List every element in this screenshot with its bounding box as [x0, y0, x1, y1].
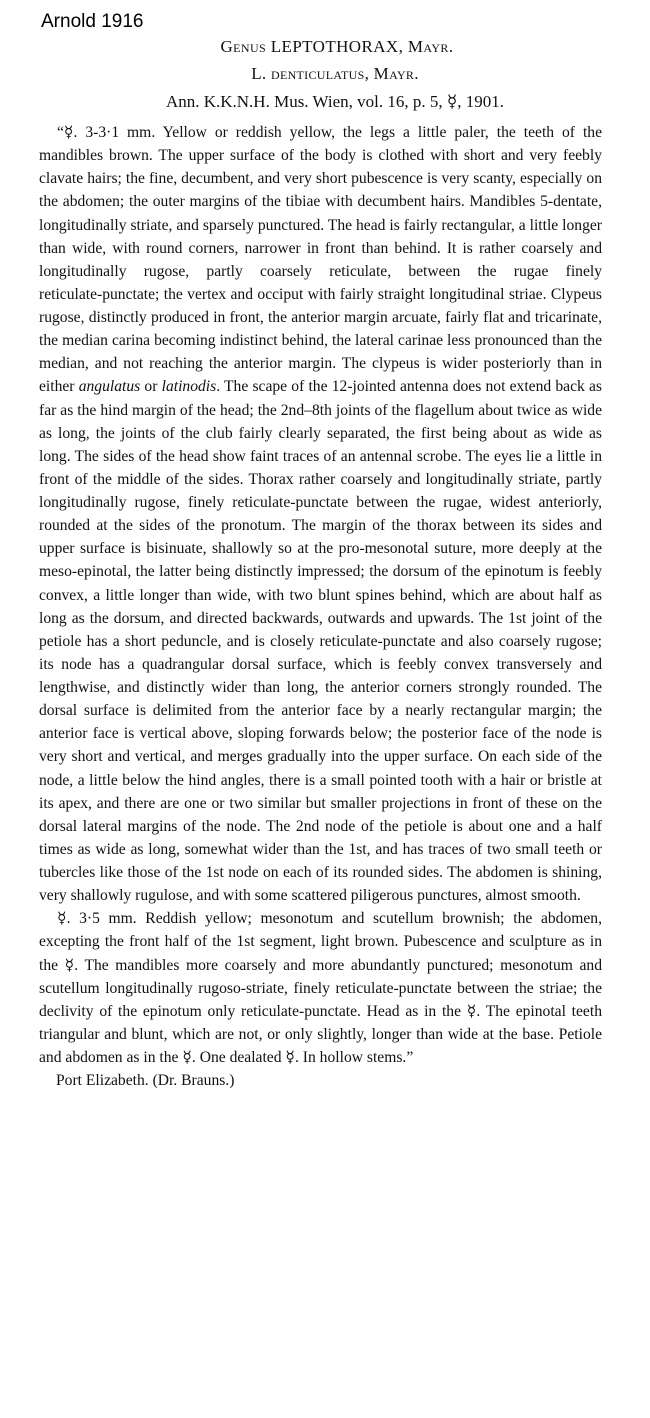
species-name-italic: angulatus	[78, 378, 141, 396]
description-body	[39, 121, 602, 1092]
queen-description-paragraph: ☿. 3·5 mm. Reddish yellow; mesonotum and scutellum brownish; the abdomen, excepting the front half of the 1st segment, light brown. Pubescence and sculpture as in the ☿. The mandibles more coarsely and more abundantly punctured; mesonotum and scutellum longitudinally rugoso‑striate, finely reticulate‑punctate between the striae; the declivity of the epinotum only reticulate‑punctate. Head as in the ☿. The epinotal teeth triangular and blunt, which are not, or only slightly, longer than wide at the base. Petiole and abdomen as in the ☿. One dealated ☿. In hollow stems.”	[39, 910, 602, 1066]
genus-heading: Genus LEPTOTHORAX, Mayr.	[220, 37, 454, 56]
reference-line: Ann. K.K.N.H. Mus. Wien, vol. 16, p. 5, ☿, 1901.	[165, 92, 505, 111]
source-stamp: Arnold 1916	[41, 11, 144, 32]
worker-description-paragraph: “☿. 3‑3·1 mm. Yellow or reddish yellow, the legs a little paler, the teeth of the mandibles brown. The upper surface of the body is clothed with short and very feebly clavate hairs; the fine, decumbent, and very short pubescence is very scanty, especially on the abdomen; the outer margins of the tibiae with decumbent hairs. Mandibles 5‑dentate, longitudinally striate, and sparsely punctured. The head is fairly rectangular, a little longer than wide, with round corners, narrower in front than behind. It is rather coarsely and longitudinally rugose, partly coarsely reticulate, between the rugae finely reticulate‑punctate; the vertex and occiput with fairly straight longitudinal striae. Clypeus rugose, distinctly produced in front, the anterior margin arcuate, fairly flat and tricarinate, the median carina becoming indistinct behind, the lateral carinae less pronounced than the median, and not reaching the anterior margin. The clypeus is wider posteriorly than in either angulatus or latinodis. The scape of the 12‑jointed antenna does not extend back as far as the hind margin of the head; the 2nd–8th joints of the flagellum about twice as wide as long, the joints of the club fairly clearly separated, the first being about as wide as long. The sides of the head show faint traces of an antennal scrobe. The eyes lie a little in front of the middle of the sides. Thorax rather coarsely and longitudinally striate, partly longitudinally rugose, finely reticulate‑punctate between the rugae, widest anteriorly, rounded at the sides of the pronotum. The margin of the thorax between its sides and upper surface is bisinuate, shallowly so at the pro‑mesonotal suture, more deeply at the meso‑epinotal, the latter being distinctly impressed; the dorsum of the epinotum is feebly convex, a little longer than wide, with two blunt spines behind, which are about half as long as the dorsum, and directed backwards, outwards and upwards. The 1st joint of the petiole has a short peduncle, and is closely reticulate‑punctate and also coarsely rugose; its node has a quadrangular dorsal surface, which is feebly convex transversely and lengthwise, and distinctly wider than long, the anterior corners strongly rounded. The dorsal surface is delimited from the anterior face by a nearly rectangular margin; the anterior face is vertical above, sloping forwards below; the posterior face of the node is very short and vertical, and merges gradually into the upper surface. On each side of the node, a little below the hind angles, there is a small pointed tooth with a hair or bristle at its apex, and there are one or two similar but smaller projections in front of these on the dorsal lateral margins of the node. The 2nd node of the petiole is about one and a half times as wide as long, somewhat wider than the 1st, and has traces of two small teeth or tubercles like those of the 1st node on each of its rounded sides. The abdomen is shining, very shallowly rugulose, and with some scattered piligerous punctures, almost smooth.	[39, 124, 602, 905]
species-heading: L. denticulatus, Mayr.	[251, 64, 419, 83]
locality-line: Port Elizabeth. (Dr. Brauns.)	[56, 1072, 235, 1090]
species-name-italic: latinodis	[161, 378, 217, 396]
